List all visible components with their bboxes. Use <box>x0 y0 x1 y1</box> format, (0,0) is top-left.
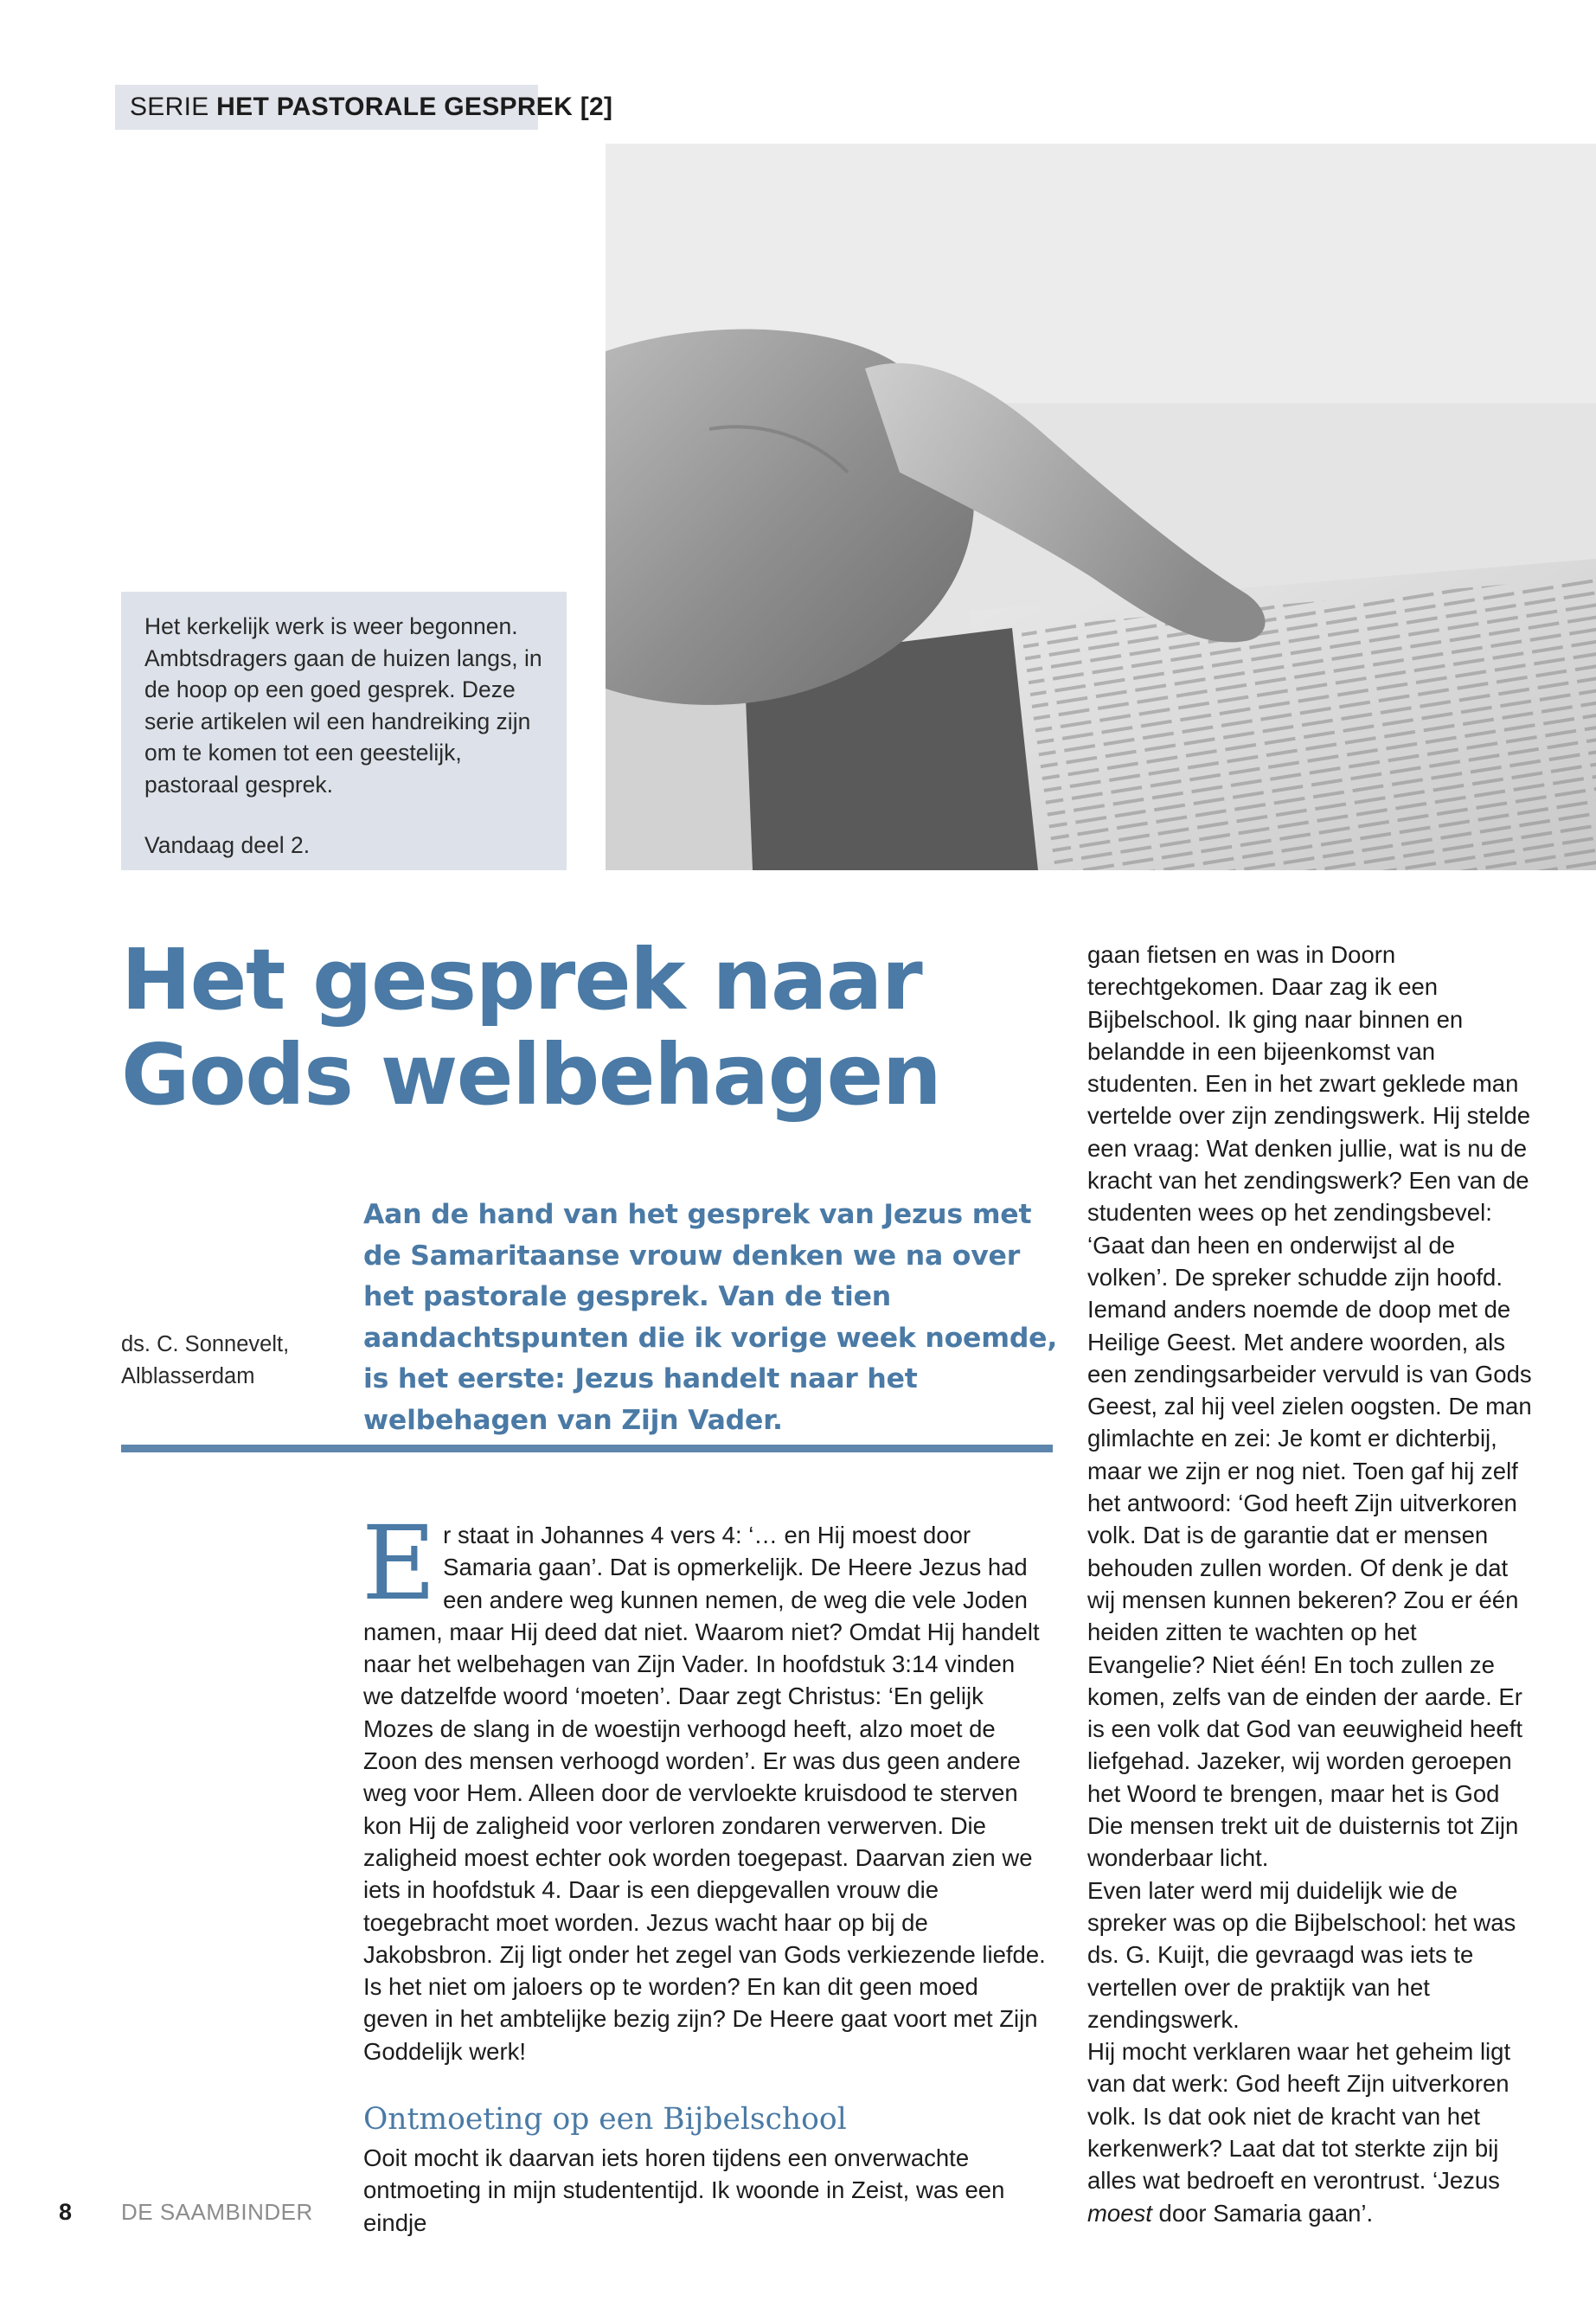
body-paragraph-5 <box>1087 2035 1537 2229</box>
headline-line-1: Het gesprek naar <box>121 931 922 1029</box>
lead-paragraph: Aan de hand van het gesprek van Jezus met de Samaritaanse vrouw denken we na over het pastorale gesprek. Van de tien aandachtspunten die ik vorige week noemde, is het eerste: Jezus handelt naar het welbehagen van Zijn Vader. <box>363 1199 1058 1436</box>
series-label <box>115 85 613 130</box>
intro-box <box>121 592 567 870</box>
author-name: ds. C. Sonnevelt, <box>121 1332 290 1356</box>
body-column-middle <box>362 1503 1047 2239</box>
author-place: Alblasserdam <box>121 1364 255 1388</box>
body-paragraph-5-start: Hij mocht verklaren waar het geheim ligt van dat werk: God heeft Zijn uitverkoren volk. Is dat ook niet de kracht van het kerkenwerk? Laat dat tot sterkte zijn bij alles wat bedroeft en verontrust. ‘Jezus <box>1087 2038 1511 2195</box>
headline-line-2: Gods welbehagen <box>121 1026 941 1124</box>
body-paragraph-3: gaan fietsen en was in Doorn terechtgekomen. Daar zag ik een Bijbelschool. Ik ging naar binnen en belandde in een bijeenkomst van studenten. Een in het zwart geklede man vertelde over zijn zendingswerk. Hij stelde een vraag: Wat denken jullie, wat is nu de kracht van het zendingswerk? Een van de studenten wees op het zendingsbevel: ‘Gaat dan heen en onderwijst al de volken’. De spreker schudde zijn hoofd. Iemand anders noemde de doop met de Heilige Geest. Met andere woorden, als een zendingsarbeider vervuld is van Gods Geest, zal hij veel zielen oogsten. De man glimlachte en zei: Je komt er dichterbij, maar we zijn er nog niet. Toen gaf hij zelf het antwoord: ‘God heeft Zijn uitverkoren volk. Dat is de garantie dat er mensen behouden zullen worden. Of denk je dat wij mensen kunnen bekeren? Zou er één heiden zitten te wachten op het Evangelie? Niet één! En toch zullen ze komen, zelfs van de einden der aarde. Er is een volk dat God van eeuwigheid heeft liefgehad. Jazeker, wij worden geroepen het Woord te brengen, maar het is God Die mensen trekt uit de duisternis tot Zijn wonderbaar licht. <box>1087 941 1532 1872</box>
body-paragraph-1 <box>362 1503 1047 2067</box>
body-column-right <box>1087 939 1537 2229</box>
finger-on-bible-illustration <box>606 144 1596 870</box>
page-number: 8 <box>59 2199 73 2225</box>
body-paragraph-4: Even later werd mij duidelijk wie de spreker was op die Bijbelschool: het was ds. G. Kuijt, die gevraagd was iets te vertellen over de praktijk van het zendingswerk. <box>1087 1876 1516 2033</box>
divider-rule <box>121 1445 1053 1452</box>
magazine-name: DE SAAMBINDER <box>121 2199 313 2225</box>
intro-part: Vandaag deel 2. <box>144 832 311 858</box>
series-prefix: SERIE <box>130 93 217 121</box>
article-photo <box>606 144 1596 870</box>
body-paragraph-2: Ooit mocht ik daarvan iets horen tijdens een onverwachte ontmoeting in mijn studententijd. Ik woonde in Zeist, was een eindje <box>363 2144 1005 2236</box>
series-title: HET PASTORALE GESPREK [2] <box>216 93 613 121</box>
subheading: Ontmoeting op een Bijbelschool <box>363 2102 847 2138</box>
body-paragraph-1-text: r staat in Johannes 4 vers 4: ‘… en Hij moest door Samaria gaan’. Dat is opmerkelijk. De Heere Jezus had een andere weg kunnen nemen, de weg die vele Joden namen, maar Hij deed dat niet. Waarom niet? Omdat Hij handelt naar het welbehagen van Zijn Vader. In hoofdstuk 3:14 vinden we datzelfde woord ‘moeten’. Daar zegt Christus: ‘En gelijk Mozes de slang in de woestijn verhoogd heeft, alzo moet de Zoon des mensen verhoogd worden’. Er was dus geen andere weg voor Hem. Alleen door de vervloekte kruisdood te sterven kon Hij de zaligheid voor verloren zondaren verwerven. Die zaligheid moest echter ook worden toegepast. Daarvan zien we iets in hoofdstuk 4. Daar is een diepgevallen vrouw die toegebracht moet worden. Jezus wacht haar op bij de Jakobsbron. Zij ligt onder het zegel van Gods verkiezende liefde. Is het niet om jaloers op te worden? En kan dit geen moed geven in het ambtelijke bezig zijn? De Heere gaat voort met Zijn Goddelijk werk! <box>363 1522 1046 2065</box>
author-credit <box>121 1329 337 1393</box>
body-paragraph-5-end: door Samaria gaan’. <box>1151 2199 1374 2227</box>
headline <box>121 933 1029 1123</box>
drop-cap: E <box>362 1503 437 1623</box>
intro-text: Het kerkelijk werk is weer begonnen. Ambtsdragers gaan de huizen langs, in de hoop op een goed gesprek. Deze serie artikelen wil een handreiking zijn om te komen tot een geestelijk, pastoraal gesprek. <box>144 613 542 798</box>
body-paragraph-5-emphasis: moest <box>1087 2199 1152 2227</box>
